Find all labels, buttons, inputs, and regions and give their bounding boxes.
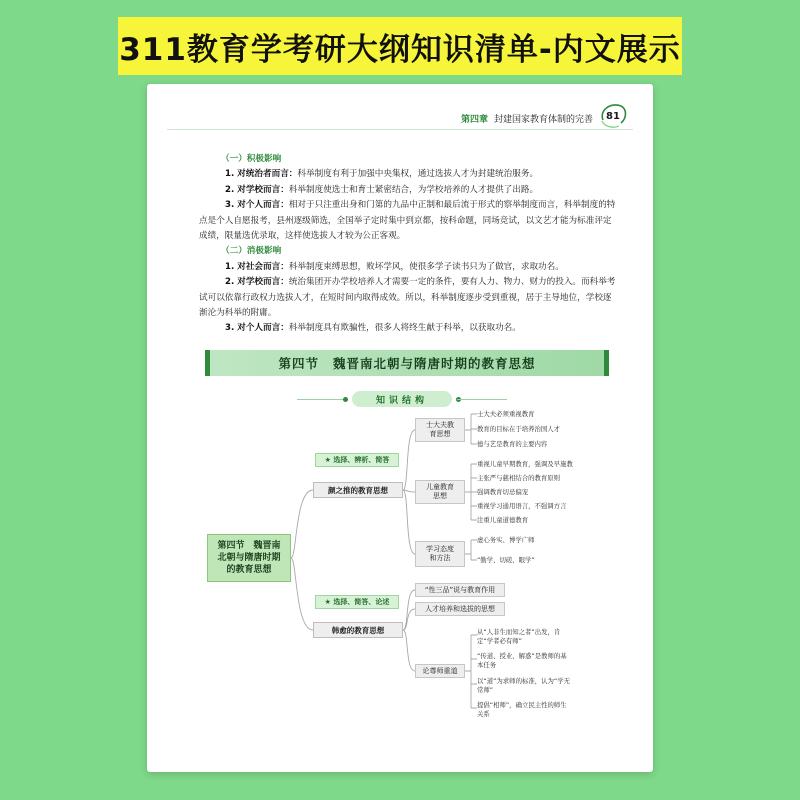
paragraph: 3. 对个人而言：相对于只注重出身和门第的九品中正制和最后流于形式的察举制度而言，科举制度的特点是个人自愿报考，县州逐级筛选，全国举子定时集中到京都，按科命题，同场竞试，以文艺才能为标准评定成绩，限量选优录取，这样使选拔人才较为公正客观。 xyxy=(199,200,616,242)
leaf-node: 重视儿童早期教育，强调及早施教 xyxy=(477,459,637,469)
group-node: 学习态度和方法 xyxy=(415,541,465,567)
book-page xyxy=(147,84,653,772)
leaf-node: “传道、授业、解惑”是教师的基本任务 xyxy=(477,652,573,670)
leaf-node: 重视学习通用语言，不强调方言 xyxy=(477,501,637,511)
leaf-node: 虚心务实、博学广师 xyxy=(477,535,627,545)
leaf-node: “勤学、切磋、眼学” xyxy=(477,555,627,565)
group-node: 士大夫教育思想 xyxy=(415,418,465,442)
group-node: 论尊师重道 xyxy=(415,664,465,678)
group-node: 人才培养和选拔的思想 xyxy=(415,602,505,616)
paragraph: 1. 对统治者而言：科举制度有利于加强中央集权，通过选拔人才为封建统治服务。 xyxy=(225,169,539,180)
leaf-node: 从“人非生而知之者”出发，肯定“学者必有师” xyxy=(477,628,573,646)
mind-root: 第四节 魏晋南北朝与隋唐时期的教育思想 xyxy=(207,534,291,582)
exam-type-tag: ★ 选择、辨析、简答 xyxy=(315,453,399,467)
branch-yan-zhitui: 颜之推的教育思想 xyxy=(313,482,403,498)
leaf-node: 以“道”为求师的标准，认为“学无常师” xyxy=(477,677,573,695)
leaf-node: 主张严与慈相结合的教育原则 xyxy=(477,473,637,483)
chapter-number: 第四章 xyxy=(460,115,488,125)
exam-type-tag: ★ 选择、简答、论述 xyxy=(315,595,399,609)
negative-heading: （二）消极影响 xyxy=(221,246,282,257)
section-title: 魏晋南北朝与隋唐时期的教育思想 xyxy=(333,356,536,371)
chapter-title: 封建国家教育体制的完善 xyxy=(493,115,593,125)
page-number-text: 81 xyxy=(606,110,620,122)
leaf-node: 德与艺是教育的主要内容 xyxy=(477,439,627,449)
leaf-node: 教育的目标在于培养治国人才 xyxy=(477,424,627,434)
paragraph: 2. 对学校而言：统治集团开办学校培养人才需要一定的条件，要有人力、物力、财力的投入。而科举考试可以依靠行政权力选拔人才，在短时间内取得成效。所以，科举制度逐步受到重视，居于主导地位，学校逐渐沦为科举的附庸。 xyxy=(199,277,616,319)
banner-title: 311教育学考研大纲知识清单-内文展示 xyxy=(119,31,681,68)
branch-han-yu: 韩愈的教育思想 xyxy=(313,622,403,638)
group-node: “性三品”说与教育作用 xyxy=(415,583,505,597)
leaf-node: 士大夫必须重视教育 xyxy=(477,409,627,419)
group-node: 儿童教育思想 xyxy=(415,480,465,504)
leaf-node: 注重儿童道德教育 xyxy=(477,515,637,525)
section-label: 第四节 xyxy=(278,356,319,371)
positive-heading: （一）积极影响 xyxy=(221,154,282,164)
paragraph: 2. 对学校而言：科举制度使选士和育士紧密结合，为学校培养的人才提供了出路。 xyxy=(225,184,539,195)
promo-banner xyxy=(118,17,682,75)
leaf-node: 强调教育切忌偏宠 xyxy=(477,487,637,497)
mind-map xyxy=(147,84,653,772)
paragraph: 3. 对个人而言：科举制度具有欺骗性，很多人将终生献于科举，以获取功名。 xyxy=(225,323,521,334)
leaf-node: 提倡“相师”，确立民主性的师生关系 xyxy=(477,701,573,719)
paragraph: 1. 对社会而言：科举制度束缚思想，败坏学风，使很多学子读书只为了做官，求取功名。 xyxy=(225,261,564,272)
knowledge-structure-title: 知识结构 xyxy=(352,391,452,407)
